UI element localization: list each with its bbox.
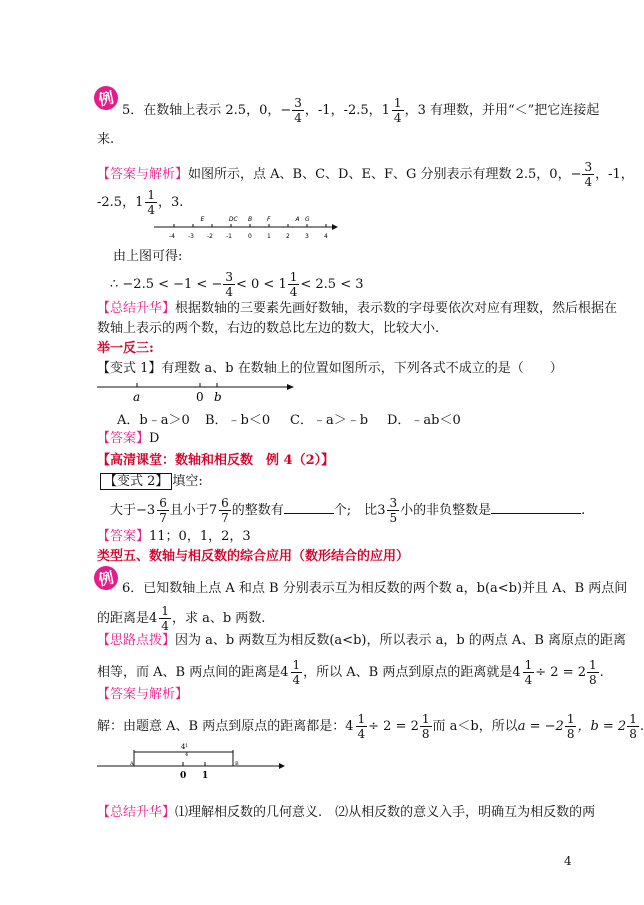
answer-5-line-1: 【答案与解析】如图所示，点 A、B、C、D、E、F、G 分别表示有理数 2.5，0，− $\frac{3}{4}$ ，-1， [97,160,634,189]
example-6-line-2: 的距离是 4 $\frac{1}{4}$ ，求 a、b 两数. [97,604,266,633]
number-line-figure-5 [150,213,340,243]
variant-2-answer: 【答案】11；0，1，2，3 [97,529,251,544]
answer-6-solution: 解：由题意 A、B 两点到原点的距离都是： 4 $\frac{1}{4}$ ÷ 2 = 2 $\frac{1}{8}$ 而 a＜b，所以a = −2 $\frac{1}{8}$ ，b = 2 $\frac{1}{8}$ . [97,712,644,741]
axis-tick-label: -4 [169,233,175,240]
axis-tick-label: 0 [248,233,252,240]
example-5-line-2: 来. [97,132,115,147]
axis-tick-label: -1 [226,233,232,240]
fig6-point-a: A [130,761,134,767]
fig6-point-b: B [235,761,239,767]
inequality-chain: ∴ −2.5 < −1 < − $\frac{3}{4}$ < 0 < 1 $\frac{1}{4}$ < 2.5 < 3 [110,270,364,299]
axis-point-label: E [200,216,205,223]
example-5-line-1: 5．在数轴上表示 2.5，0，− $\frac{3}{4}$ ，-1，-2.5， 1 $\frac{1}{4}$ ，3 有理数，并用“＜”把它连接起 [122,96,600,125]
page-number: 4 [564,854,572,868]
distance-figure-6 [97,742,287,784]
axis-point-label: F [267,216,271,223]
practice-heading: 举一反三: [97,341,154,356]
type-5-heading: 类型五、数轴与相反数的综合应用（数形结合的应用） [97,549,410,564]
fig6-one: 1 [202,771,209,781]
axis-tick-label: 4 [324,233,328,240]
axis-point-label: G [305,216,310,223]
example-badge-6: 例 [92,564,120,592]
axis-label-b: b [214,390,222,404]
fig6-dist-whole: 4 [181,743,186,751]
example-6-line-1: 6．已知数轴上点 A 和点 B 分别表示互为相反数的两个数 a，b(a<b)并且 A、B 两点间 [122,581,628,596]
fig6-zero: 0 [180,771,187,781]
axis-point-label: B [248,216,253,223]
option-b: B．﹣b＜0 [205,413,271,428]
variant-2-header: 【变式 2】 填空: [100,473,203,491]
axis-label-0: 0 [196,390,204,404]
from-figure-text: 由上图可得: [113,249,183,264]
blank-1 [284,513,334,514]
axis-point-label: A [295,216,300,223]
axis-label-a: a [133,390,141,404]
variant-2-question: 大于− 3 $\frac{6}{7}$ 且小于 7 $\frac{6}{7}$ 的整数有 个; 比 3 $\frac{3}{5}$ 小的非负整数是 . [110,496,586,525]
variant-1-number-line [97,378,297,406]
axis-tick-label: 1 [267,233,271,240]
option-a: A．b﹣a＞0 [117,413,190,428]
summary-1-line-1: 【总结升华】根据数轴的三要素先画好数轴，表示数的字母要依次对应有理数，然后根据在 [97,301,618,316]
fig6-dist-num: 1 [185,743,189,749]
axis-point-label: DC [228,216,238,223]
option-d: D．﹣ab＜0 [387,413,461,428]
axis-tick-label: 3 [305,233,309,240]
variant-1-answer: 【答案】D [97,431,160,446]
variant-1-question: 【变式 1】有理数 a、b 在数轴上的位置如图所示，下列各式不成立的是（ ） [97,361,563,376]
hint-line-2: 相等，而 A、B 两点间的距离是 4 $\frac{1}{4}$ ，所以 A、B 两点到原点的距离就是 4 $\frac{1}{4}$ ÷ 2 = 2 $\frac{1}{8}$ . [97,658,604,687]
example-badge: 例 [92,84,120,112]
answer-5-line-2: -2.5， 1 $\frac{1}{4}$ ，3. [97,188,184,217]
fig6-dist-den: 4 [185,752,189,758]
summary-2-line: 【总结升华】⑴理解相反数的几何意义. ⑵从相反数的意义入手，明确互为相反数的两 [97,805,596,820]
answer-6-tag: 【答案与解析】 [97,687,189,702]
axis-tick-label: 2 [286,233,290,240]
axis-tick-label: -3 [188,233,194,240]
option-c: C．﹣a＞﹣b [290,413,369,428]
axis-tick-label: -2 [207,233,213,240]
hd-classroom-ref: 【高清课堂：数轴和相反数 例 4（2）】 [97,453,335,468]
hint-line-1: 【思路点拨】因为 a、b 两数互为相反数(a<b)，所以表示 a，b 的两点 A、B 离原点的距离 [97,633,627,648]
summary-1-line-2: 数轴上表示的两个数，右边的数总比左边的数大，比较大小. [97,321,440,336]
blank-2 [491,513,581,514]
